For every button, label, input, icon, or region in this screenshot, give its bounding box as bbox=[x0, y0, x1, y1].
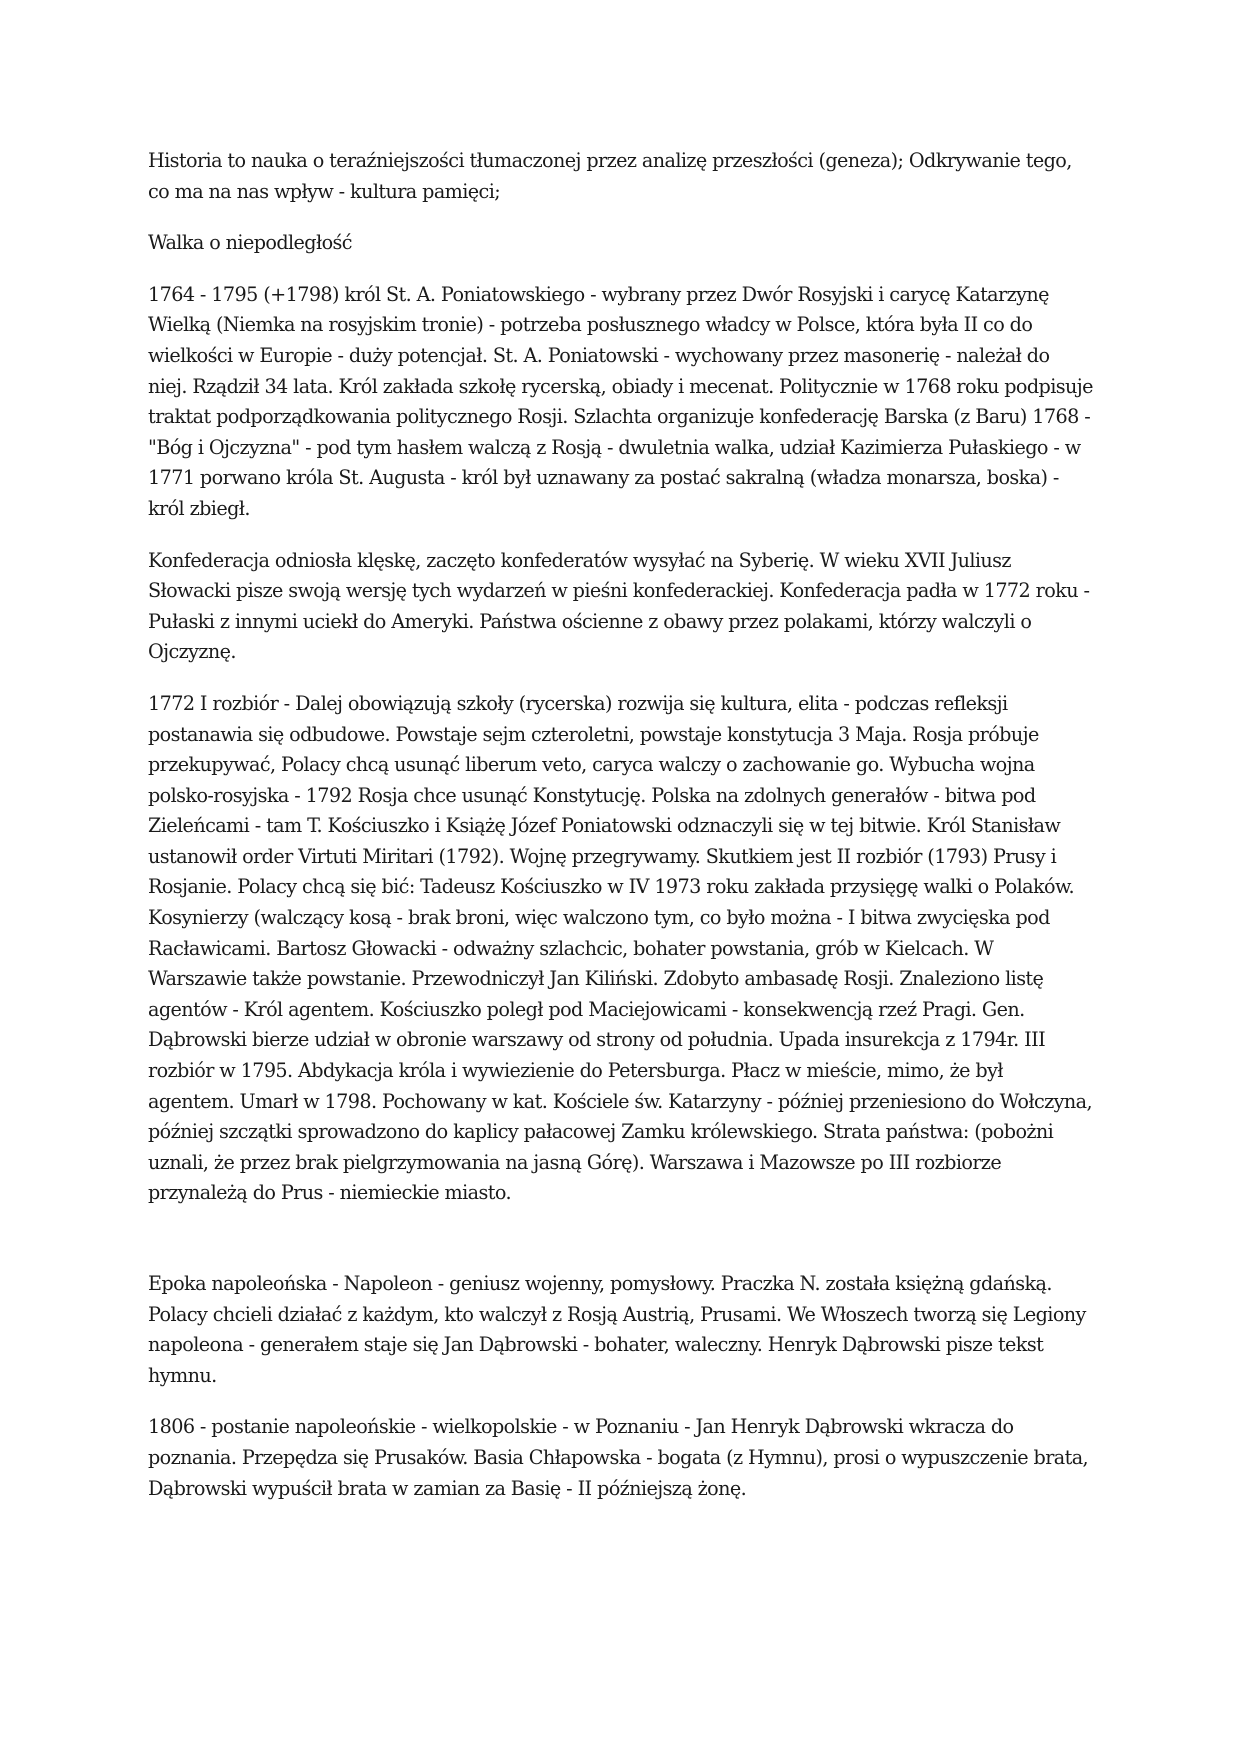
section-heading: Walka o niepodległość bbox=[148, 231, 352, 255]
intro-paragraph: Historia to nauka o teraźniejszości tłumaczonej przez analizę przeszłości (geneza); Odkrywanie tego, co ma na nas wpływ - kultura pamięci; bbox=[148, 149, 1072, 203]
document-page bbox=[148, 146, 1093, 1525]
confederation-paragraph: Konfederacja odniosła klęskę, zaczęto konfederatów wysyłać na Syberię. W wieku XVII Juliusz Słowacki pisze swoją wersję tych wydarzeń w pieśni konfederackiej. Konfederacja padła w 1772 roku - Pułaski z innymi uciekł do Ameryki. Państwa ościenne z obawy przez polakami, którzy walczyli o Ojczyznę. bbox=[148, 548, 1090, 664]
uprising-1806-paragraph: 1806 - postanie napoleońskie - wielkopolskie - w Poznaniu - Jan Henryk Dąbrowski wkracza do poznania. Przepędza się Prusaków. Basia Chłapowska - bogata (z Hymnu), prosi o wypuszczenie brata, Dąbrowski wypuścił brata w zamian za Basię - II późniejszą żonę. bbox=[148, 1415, 1089, 1500]
partitions-paragraph: 1772 I rozbiór - Dalej obowiązują szkoły (rycerska) rozwija się kultura, elita - podczas refleksji postanawia się odbudowe. Powstaje sejm czteroletni, powstaje konstytucja 3 Maja. Rosja próbuje przekupywać, Polacy chcą usunąć liberum veto, caryca walczy o zachowanie go. Wybucha wojna polsko-rosyjska - 1792 Rosja chce usunąć Konstytucję. Polska na zdolnych generałów - bitwa pod Zieleńcami - tam T. Kościuszko i Książę Józef Poniatowski odznaczyli się w tej bitwie. Król Stanisław ustanowił order Virtuti Miritari (1792). Wojnę przegrywamy. Skutkiem jest II rozbiór (1793) Prusy i Rosjanie. Polacy chcą się bić: Tadeusz Kościuszko w IV 1973 roku zakłada przysięgę walki o Polaków. Kosynierzy (walczący kosą - brak broni, więc walczono tym, co było można - I bitwa zwycięska pod Racławicami. Bartosz Głowacki - odważny szlachcic, bohater powstania, grób w Kielcach. W Warszawie także powstanie. Przewodniczył Jan Kiliński. Zdobyto ambasadę Rosji. Znaleziono listę agentów - Król agentem. Kościuszko poległ pod Maciejowicami - konsekwencją rzeź Pragi. Gen. Dąbrowski bierze udział w obronie warszawy od strony od południa. Upada insurekcja z 1794r. III rozbiór w 1795. Abdykacja króla i wywiezienie do Petersburga. Płacz w mieście, mimo, że był agentem. Umarł w 1798. Pochowany w kat. Kościele św. Katarzyny - później przeniesiono do Wołczyna, później szczątki sprowadzono do kaplicy pałacowej Zamku królewskiego. Strata państwa: (pobożni uznali, że przez brak pielgrzymowania na jasną Górę). Warszawa i Mazowsze po III rozbiorze przynależą do Prus - niemieckie miasto. bbox=[148, 691, 1092, 1205]
poniatowski-paragraph: 1764 - 1795 (+1798) król St. A. Poniatowskiego - wybrany przez Dwór Rosyjski i carycę Katarzynę Wielką (Niemka na rosyjskim tronie) - potrzeba posłusznego władcy w Polsce, która była II co do wielkości w Europie - duży potencjał. St. A. Poniatowski - wychowany przez masonerię - należał do niej. Rządził 34 lata. Król zakłada szkołę rycerską, obiady i mecenat. Politycznie w 1768 roku podpisuje traktat podporządkowania politycznego Rosji. Szlachta organizuje konfederację Barska (z Baru) 1768 - "Bóg i Ojczyzna" - pod tym hasłem walczą z Rosją - dwuletnia walka, udział Kazimierza Pułaskiego - w 1771 porwano króla St. Augusta - król był uznawany za postać sakralną (władza monarsza, boska) - król zbiegł. bbox=[148, 282, 1093, 520]
napoleonic-era-paragraph: Epoka napoleońska - Napoleon - geniusz wojenny, pomysłowy. Praczka N. została księżną gdańską. Polacy chcieli działać z każdym, kto walczył z Rosją Austrią, Prusami. We Włoszech tworzą się Legiony napoleona - generałem staje się Jan Dąbrowski - bohater, waleczny. Henryk Dąbrowski pisze tekst hymnu. bbox=[148, 1272, 1086, 1387]
